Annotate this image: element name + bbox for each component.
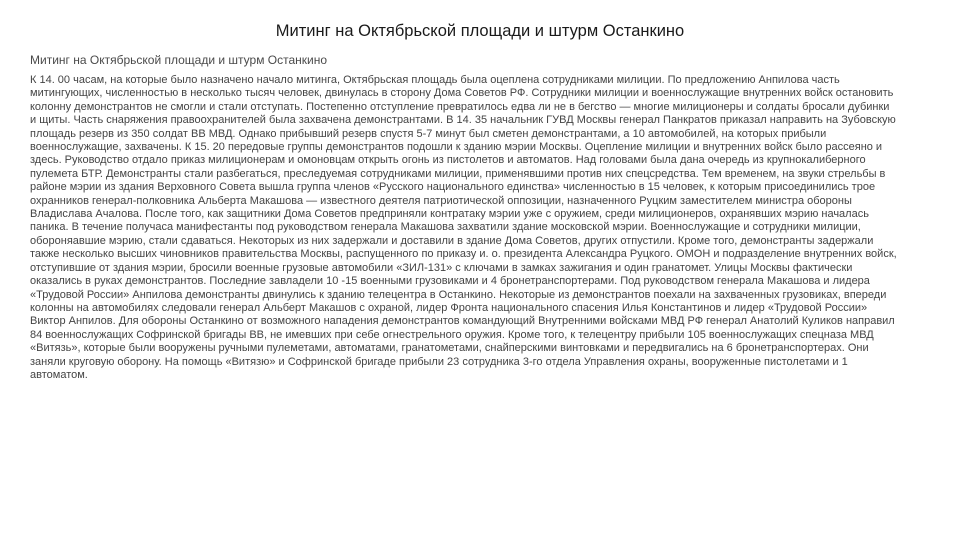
body-paragraph: К 14. 00 часам, на которые было назначено начало митинга, Октябрьская площадь была оцеплена сотрудниками милиции. По предложению Анпилова часть митингующих, численностью в несколько тысяч человек, двинулась в сторону Дома Советов РФ. Сотрудники милиции и военнослужащие внутренних войск остановить колонну демонстрантов не смогли и стали отступать. Постепенно отступление превратилось едва ли не в бегство — многие милиционеры и солдаты бросали дубинки и щиты. Часть снаряжения правоохранителей была захвачена демонстрантами. В 14. 35 начальник ГУВД Москвы генерал Панкратов приказал направить на Зубовскую площадь резерв из 350 солдат ВВ МВД. Однако прибывший резерв спустя 5-7 минут был сметен демонстрантами, а 10 автомобилей, на которых прибыли военнослужащие, захвачены. К 15. 20 передовые группы демонстрантов подошли к зданию мэрии Москвы. Оцепление милиции и внутренних войск было рассеяно и здесь. Руководство отдало приказ милиционерам и омоновцам открыть огонь из пистолетов и автоматов. Над головами была дана очередь из крупнокалиберного пулемета БТР. Демонстранты стали разбегаться, преследуемая сотрудниками милиции, применявшими против них спецсредства. Тем временем, на звуки стрельбы в районе мэрии из здания Верховного Совета вышла группа членов «Русского национального единства» численностью в 15 человек, к которым присоединились трое охранников генерал-полковника Альберта Макашова — известного деятеля патриотической оппозиции, назначенного Руцким заместителем министра обороны Владислава Ачалова. После того, как защитники Дома Советов предприняли контратаку мэрии уже с оружием, среди милиционеров, охранявших мэрию началась паника. В течение получаса манифестанты под руководством генерала Макашова захватили здание московской мэрии. Военнослужащие и сотрудники милиции, обороняавшие мэрию, стали сдаваться. Некоторых из них задержали и доставили в здание Дома Советов, других отпустили. Кроме того, демонстранты задержали также несколько высших чиновников правительства Москвы, распущенного по приказу и. о. президента Александра Руцкого. ОМОН и подразделение внутренних войск, отступившие от здания мэрии, бросили военные грузовые автомобили «ЗИЛ-131» с ключами в замках зажигания и один гранатомет. Улицы Москвы фактически оказались в руках демонстрантов. Последние завладели 10 -15 военными грузовиками и 4 бронетранспортерами. Под руководством генерала Макашова и лидера «Трудовой России» Анпилова демонстранты двинулись к зданию телецентра в Останкино. Некоторые из демонстрантов поехали на захваченных грузовиках, впереди колонны на автомобилях следовали генерал Альберт Макашов с охраной, лидер Фронта национального спасения Илья Константинов и лидер «Трудовой России» Виктор Анпилов. Для обороны Останкино от возможного нападения демонстрантов командующий Внутренними войсками МВД РФ генерал Анатолий Куликов направил 84 военнослужащих Софринской бригады ВВ, не имевших при себе огнестрельного оружия. Кроме того, к телецентру прибыли 105 военнослужащих спецназа МВД «Витязь», которые были вооружены ручными пулеметами, автоматами, гранатометами, снайперскими винтовками и передвигались на 6 бронетранспортерах. Они заняли круговую оборону. На помощь «Витязю» и Софринской бригаде прибыли 23 сотрудника 3-го отдела Управления охраны, вооруженные пистолетами и 1 автоматом. (30, 74, 897, 381)
slide-subtitle: Митинг на Октябрьской площади и штурм Останкино (30, 53, 328, 67)
slide-title: Митинг на Октябрьской площади и штурм Останкино (275, 22, 685, 40)
